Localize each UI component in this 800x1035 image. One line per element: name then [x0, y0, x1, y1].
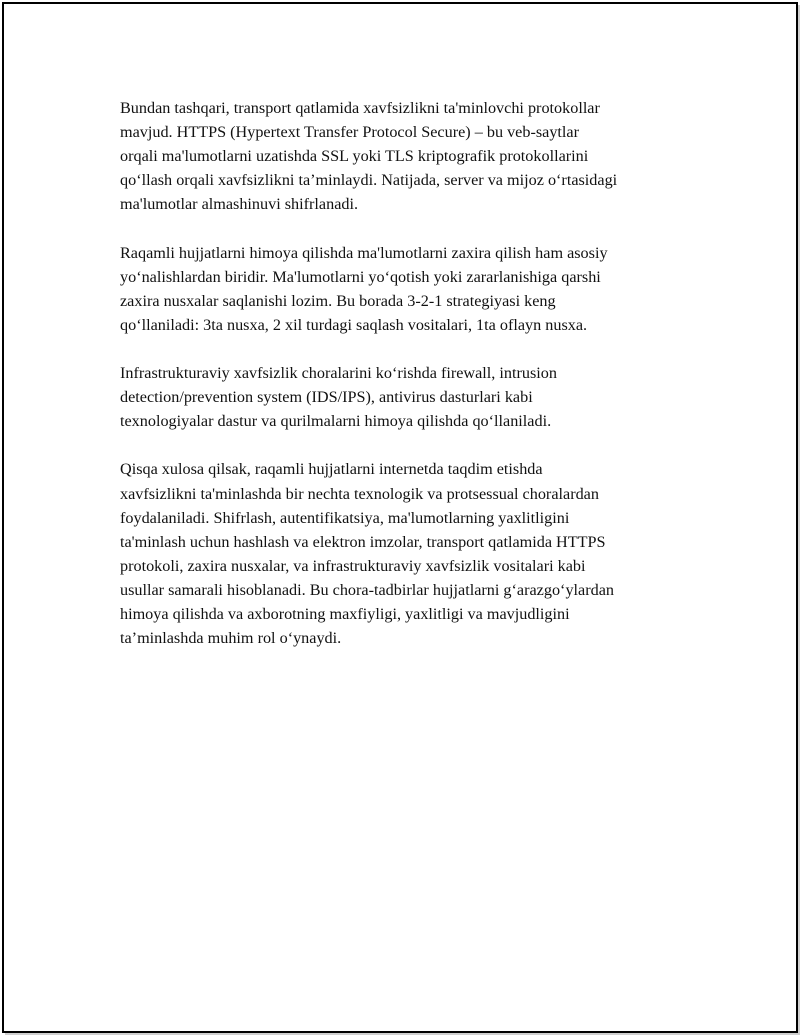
paragraph-conclusion: Qisqa xulosa qilsak, raqamli hujjatlarni internetda taqdim etishda xavfsizlikni ta'minlashda bir nechta texnologik va protsessual choralardan foydalaniladi. Shifrlash, autentifikatsiya, ma'lumotlarning yaxlitligini ta'minlash uchun hashlash va elektron imzolar, transport qatlamida HTTPS protokoli, zaxira nusxalar, va infrastrukturaviy xavfsizlik vositalari kabi usullar samarali hisoblanadi. Bu chora-tadbirlar hujjatlarni g‘arazgo‘ylardan himoya qilishda va axborotning maxfiyligi, yaxlitligi va mavjudligini ta’minlashda muhim rol o‘ynaydi.: [120, 460, 614, 648]
paragraph-backup: Raqamli hujjatlarni himoya qilishda ma'lumotlarni zaxira qilish ham asosiy yo‘nalishlardan biridir. Ma'lumotlarni yo‘qotish yoki zararlanishiga qarshi zaxira nusxalar saqlanishi lozim. Bu borada 3-2-1 strategiyasi keng qo‘llaniladi: 3ta nusxa, 2 xil turdagi saqlash vositalari, 1ta oflayn nusxa.: [120, 243, 608, 334]
paragraph-infrastructure-security: Infrastrukturaviy xavfsizlik choralarini ko‘rishda firewall, intrusion detection/prevention system (IDS/IPS), antivirus dasturlari kabi texnologiyalar dastur va qurilmalarni himoya qilishda qo‘llaniladi.: [120, 364, 557, 431]
document-page: [2, 2, 798, 1033]
paragraph-transport-security: Bundan tashqari, transport qatlamida xavfsizlikni ta'minlovchi protokollar mavjud. HTTPS (Hypertext Transfer Protocol Secure) – bu veb-saytlar orqali ma'lumotlarni uzatishda SSL yoki TLS kriptografik protokollarini qo‘llash orqali xavfsizlikni ta’minlaydi. Natijada, server va mijoz o‘rtasidagi ma'lumotlar almashinuvi shifrlanadi.: [120, 99, 618, 214]
document-body: [120, 96, 700, 674]
